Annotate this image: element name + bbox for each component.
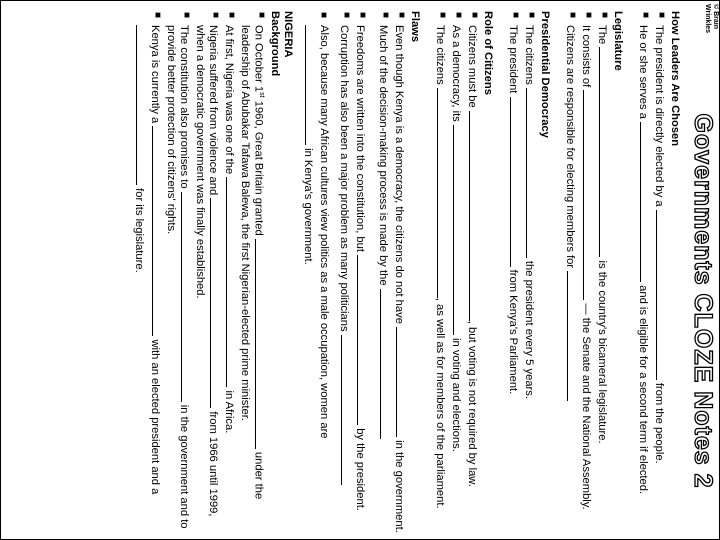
- blank-field[interactable]: [599, 47, 611, 257]
- bullet-term: ■ He or she serves a and is eligible for a second term if elected.: [637, 12, 651, 495]
- blank-field[interactable]: [210, 198, 222, 408]
- heading-flaws: Flaws: [409, 11, 421, 43]
- copyright-credit: [703, 4, 719, 33]
- bullet-one-of-the: ■ At first, Nigeria was one of the in Africa.: [223, 12, 238, 434]
- blank-field[interactable]: [357, 255, 369, 425]
- heading-role-of-citizens: Role of Citizens: [482, 11, 494, 95]
- bullet-icon: ■: [210, 12, 222, 19]
- blank-field[interactable]: [226, 177, 238, 387]
- bullet-icon: ■: [583, 12, 594, 19]
- blank-field[interactable]: [526, 88, 538, 258]
- blank-field[interactable]: [341, 335, 353, 485]
- bullet-icon: ■: [226, 12, 238, 19]
- bullet-icon: ■: [437, 12, 448, 19]
- heading-background: Background: [269, 11, 281, 77]
- bullet-president-parliament: ■ The president from Kenya's Parliament.: [507, 12, 521, 395]
- bullet-icon: ■: [469, 12, 480, 19]
- bullet-constitution-promises: ■ The constitution also promises to in the government and to provide better protection of citizens' rights.: [165, 12, 193, 529]
- heading-how-leaders-chosen: How Leaders Are Chosen: [669, 11, 681, 147]
- bullet-legislature-name: ■ The is the country's bicameral legislature.: [596, 12, 610, 444]
- blank-field[interactable]: [437, 88, 449, 298]
- bullet-decision-making: ■ Much of the decision-making process is made by the: [376, 11, 392, 535]
- blank-field[interactable]: [380, 289, 392, 439]
- blank-field[interactable]: [656, 210, 668, 380]
- blank-field[interactable]: [305, 25, 317, 145]
- bullet-citizens-members: ■ The citizens , as well as for members of the parliament.: [434, 12, 448, 509]
- bullet-icon: ■: [640, 12, 651, 19]
- blank-field[interactable]: [136, 25, 148, 185]
- bullet-electing-members: ■ Citizens are responsible for electing members for: [563, 11, 579, 535]
- blank-field[interactable]: [469, 111, 481, 321]
- bullet-icon: ■: [396, 12, 407, 19]
- bullet-independence: ■ On October 1st 1960, Great Britain granted under the leadership of Abubakar Tafawa Balewa, the first Nigerian-elected prime minister.: [239, 12, 267, 500]
- credit-line-2: Wrinkles: [704, 4, 711, 34]
- rotated-page: [1, 1, 720, 540]
- bullet-citizens-must-be: ■ Citizens must be , but voting is not required by law.: [466, 12, 480, 487]
- blank-field[interactable]: [396, 327, 408, 437]
- bullet-icon: ■: [357, 12, 368, 19]
- bullet-icon: ■: [341, 12, 352, 19]
- bullet-violence: ■ Nigeria suffered from violence and from 1966 until 1999, when a democratic government was finally established.: [194, 12, 222, 517]
- bullet-icon: ■: [152, 12, 164, 19]
- bullet-icon: ■: [318, 12, 329, 19]
- bullet-icon: ■: [510, 12, 521, 19]
- bullet-icon: ■: [380, 12, 391, 19]
- blank-field[interactable]: [152, 126, 164, 336]
- bullet-citizens-power: ■ Even though Kenya is a democracy, the citizens do not have in the government.: [393, 12, 407, 533]
- bullet-currently: ■ Kenya is currently a with an elected president and a for its legislature.: [133, 12, 164, 495]
- bullet-icon: ■: [656, 12, 667, 19]
- blank-field[interactable]: [640, 122, 652, 282]
- bullet-icon: ■: [256, 12, 267, 19]
- blank-field[interactable]: [583, 90, 595, 300]
- blank-field[interactable]: [453, 125, 465, 335]
- blank-field[interactable]: [255, 239, 267, 449]
- notes-body: [132, 11, 681, 535]
- bullet-direct-election: ■ The president is directly elected by a from the people.: [653, 12, 667, 464]
- bullet-icon: ■: [567, 12, 578, 19]
- bullet-women: ■ Also, because many African cultures view politics as a male occupation, women are in Kenya's government.: [302, 12, 330, 439]
- blank-field[interactable]: [510, 97, 522, 267]
- blank-field[interactable]: [567, 271, 579, 401]
- page-title: Governments CLOZE Notes 2: [689, 113, 717, 489]
- blank-field[interactable]: [181, 192, 193, 402]
- bullet-icon: ■: [453, 12, 464, 19]
- heading-nigeria: NIGERIA: [282, 11, 294, 58]
- credit-line-1: © Brain: [712, 4, 719, 29]
- bullet-corruption: ■ Corruption has also been a major problem as many politicians: [337, 11, 353, 535]
- bullet-icon: ■: [599, 12, 610, 19]
- heading-legislature: Legislature: [612, 11, 624, 71]
- bullet-legislature-houses: ■ It consists of — the Senate and the National Assembly.: [580, 12, 594, 510]
- bullet-icon: ■: [526, 12, 537, 19]
- bullet-democracy-voting: ■ As a democracy, its in voting and elections.: [450, 12, 464, 452]
- bullet-citizens-president: ■ The citizens the president every 5 years.: [523, 12, 537, 399]
- bullet-freedoms: ■ Freedoms are written into the constitution, but by the president.: [354, 12, 368, 511]
- heading-presidential-democracy: Presidential Democracy: [539, 11, 551, 138]
- bullet-icon: ■: [181, 12, 193, 19]
